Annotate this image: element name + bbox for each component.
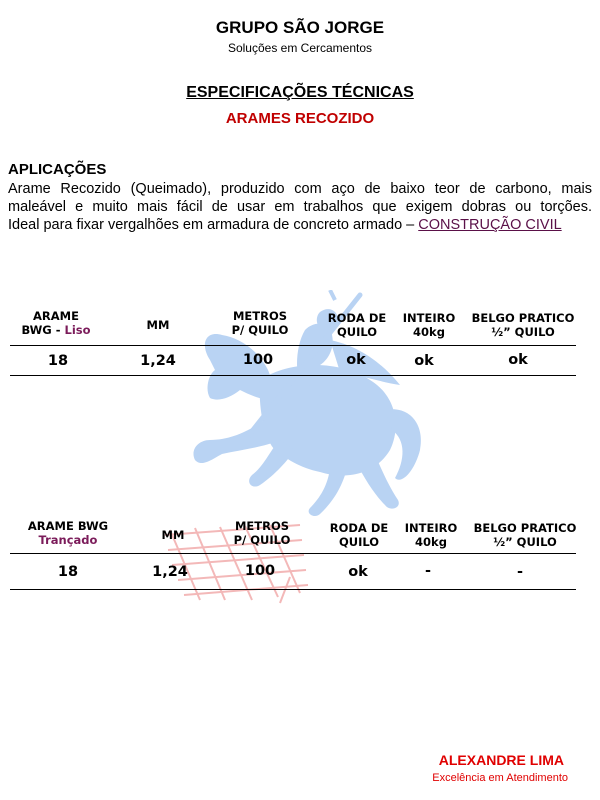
- applications-heading: APLICAÇÕES: [8, 161, 107, 178]
- header-mm: MM: [146, 318, 170, 332]
- header-inteiro: [398, 521, 464, 549]
- header-arame-sub: Liso: [64, 323, 91, 337]
- header-roda: [326, 521, 392, 549]
- header-arame-line1: ARAME: [33, 309, 79, 323]
- header-belgo: [466, 311, 580, 339]
- cell-metros: 100: [242, 352, 274, 368]
- header-inteiro-line2: 40kg: [413, 325, 445, 339]
- cell-metros: 100: [244, 563, 276, 579]
- cell-bwg: 18: [47, 353, 69, 369]
- spec-title: ESPECIFICAÇÕES TÉCNICAS: [186, 84, 414, 101]
- table-rule-bottom: [10, 375, 576, 376]
- header-inteiro-line2: 40kg: [415, 535, 447, 549]
- cell-mm: 1,24: [140, 353, 176, 369]
- cell-inteiro: -: [424, 563, 432, 579]
- header-arame-bwg: BWG: [21, 323, 52, 337]
- applications-line-3-text: Ideal para fixar vergalhões em armadura de concreto armado –: [8, 217, 419, 233]
- table-rule-top: [10, 345, 576, 346]
- cell-belgo: ok: [508, 352, 528, 368]
- header-metros-line2: P/ QUILO: [233, 533, 291, 547]
- header-metros: [222, 309, 298, 337]
- signature-tagline: Excelência em Atendimento: [432, 772, 568, 784]
- cell-roda: ok: [348, 564, 368, 580]
- header-arame-line2: BWG - Liso: [21, 323, 91, 337]
- construcao-civil-link[interactable]: CONSTRUÇÃO CIVIL: [418, 217, 562, 233]
- applications-line-3: [8, 216, 592, 234]
- header-inteiro: [396, 311, 462, 339]
- header-metros-line2: P/ QUILO: [231, 323, 289, 337]
- header-roda: [324, 311, 390, 339]
- header-belgo-line2: ½” QUILO: [493, 535, 557, 549]
- cell-bwg: 18: [57, 564, 79, 580]
- signature-name: ALEXANDRE LIMA: [438, 752, 564, 768]
- applications-line-1: Arame Recozido (Queimado), produzido com aço de baixo teor de carbono, mais: [8, 181, 592, 197]
- header-belgo-line1: BELGO PRATICO: [471, 311, 575, 325]
- applications-line-2: maleável e muito mais fácil de usar em trabalhos que exigem dobras ou torções.: [8, 199, 592, 215]
- cell-mm: 1,24: [152, 564, 188, 580]
- header-metros-line1: METROS: [234, 519, 290, 533]
- header-inteiro-line1: INTEIRO: [402, 311, 456, 325]
- header-belgo: [468, 521, 582, 549]
- header-arame-sub: Trançado: [38, 533, 98, 547]
- header-metros: [224, 519, 300, 547]
- product-title: ARAMES RECOZIDO: [225, 110, 375, 127]
- header-inteiro-line1: INTEIRO: [404, 521, 458, 535]
- table-rule-top: [10, 553, 576, 554]
- saint-george-watermark-icon: [170, 290, 430, 520]
- header-belgo-line1: BELGO PRATICO: [473, 521, 577, 535]
- table-rule-bottom: [10, 589, 576, 590]
- cell-inteiro: ok: [414, 353, 434, 369]
- header-roda-line2: QUILO: [336, 325, 378, 339]
- header-metros-line1: METROS: [232, 309, 288, 323]
- company-tagline: Soluções em Cercamentos: [227, 41, 373, 55]
- header-arame: [18, 309, 94, 337]
- cell-belgo: -: [516, 564, 524, 580]
- header-arame: [18, 519, 118, 547]
- company-name: GRUPO SÃO JORGE: [215, 18, 385, 37]
- cell-roda: ok: [346, 352, 366, 368]
- header-roda-line1: RODA DE: [327, 311, 387, 325]
- header-roda-line2: QUILO: [338, 535, 380, 549]
- header-arame-line1: ARAME BWG: [27, 519, 109, 533]
- header-roda-line1: RODA DE: [329, 521, 389, 535]
- header-mm: MM: [161, 528, 185, 542]
- applications-text: [8, 180, 592, 234]
- header-belgo-line2: ½” QUILO: [491, 325, 555, 339]
